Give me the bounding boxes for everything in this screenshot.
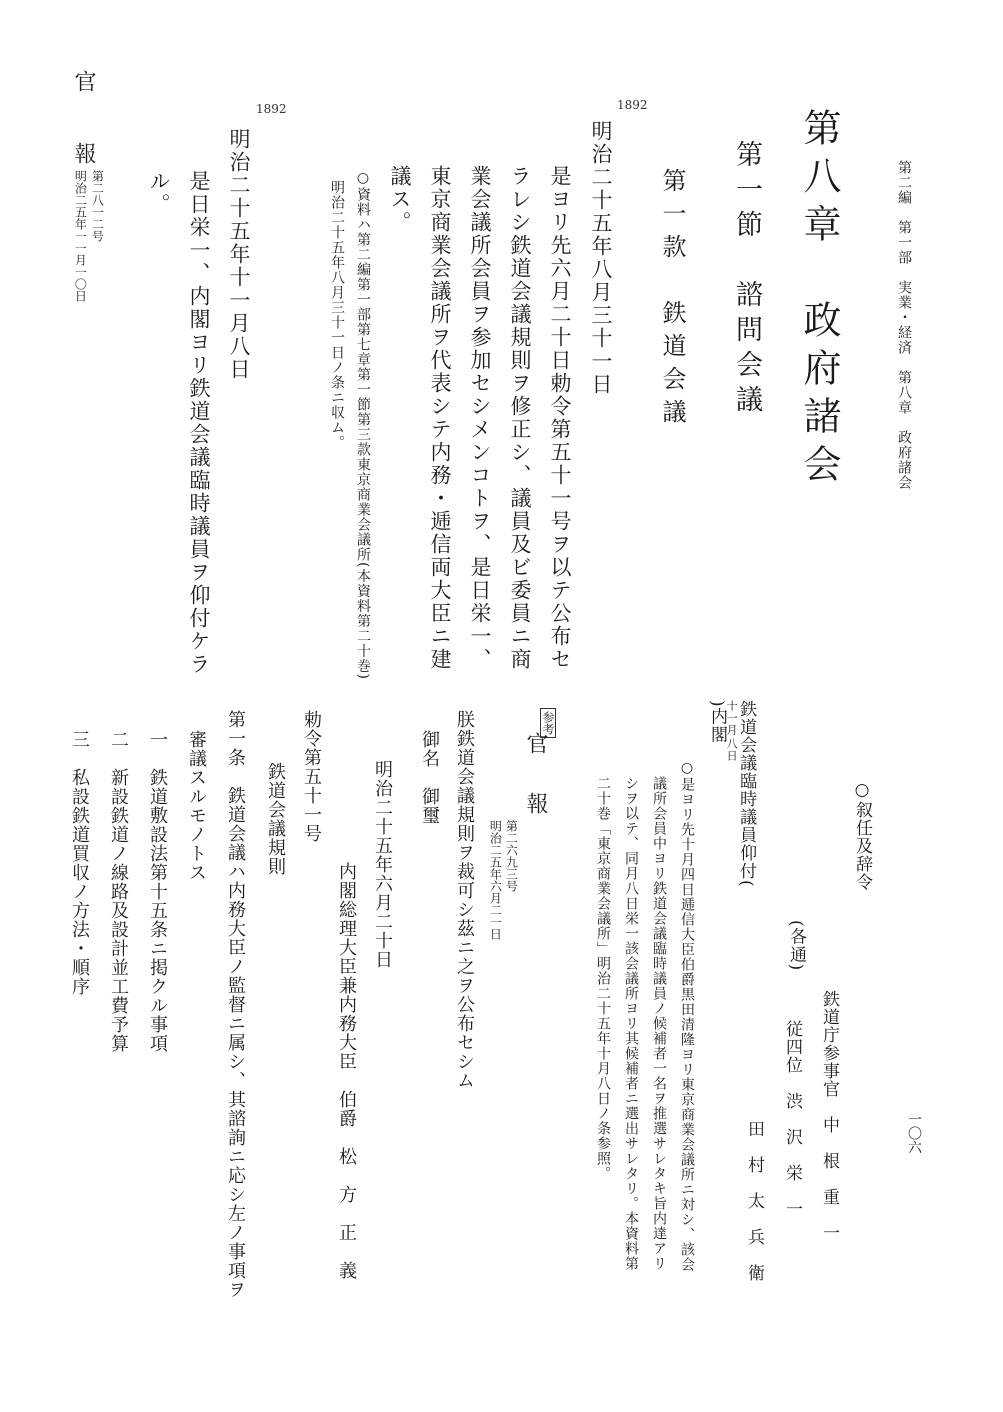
kanpo-date: 明治二五年一一月一〇日	[73, 170, 88, 302]
minister-signature: 内閣総理大臣兼内務大臣 伯爵 松 方 正 義	[336, 862, 357, 1280]
article-title: 第一款 鉄道会議	[658, 168, 686, 432]
entry1-line: 是ヨリ先六月二十日勅令第五十一号ヲ以テ公布セ	[548, 165, 572, 671]
entry1-note: ○資料ハ第二編第一部第七章第一節第三款東京商業会議所(本資料第二十巻)	[355, 170, 371, 680]
chapter-title: 第八章 政府諸会	[797, 108, 841, 492]
jonin-title: ○叙任及辞令	[852, 780, 872, 891]
article-item: 三 私設鉄道買収ノ方法・順序	[69, 730, 90, 996]
article-item: 一 鉄道敷設法第十五条ニ掲クル事項	[147, 730, 168, 1053]
year-marker-2: 1892	[256, 102, 287, 116]
warichu-day: 八日	[725, 738, 739, 762]
entry1-line: 東京商業会議所ヲ代表シテ内務・逓信両大臣ニ建	[428, 165, 452, 671]
section-title: 第一節 諮問会議	[731, 140, 762, 420]
edict-number: 勅令第五十一号	[301, 710, 322, 843]
appointee-line: 従四位 渋 沢 栄 一	[782, 1020, 802, 1218]
entry1-date: 明治二十五年八月三十一日	[589, 120, 613, 396]
kanpo-number: 第二六九三号	[504, 820, 519, 892]
kanpo-label: 官 報	[523, 732, 548, 822]
article-1-cont: 審議スルモノトス	[186, 730, 207, 882]
entry2-date: 明治二十五年十一月八日	[227, 128, 251, 381]
appointee-line: 田 村 太 兵 衛	[744, 1120, 764, 1282]
running-head: 第二編 第一部 実業・経済 第八章 政府諸会	[896, 160, 912, 490]
warichu-month: 十一月	[725, 700, 739, 736]
reference-tag: 参考	[540, 708, 556, 738]
kanpo-number: 第二八一二号	[90, 170, 105, 242]
appointment-note: 二十巻「東京商業会議所」明治二十五年十月八日ノ条参照。	[595, 776, 611, 1181]
appointment-note: シヲ以テ、同月八日栄一該会議所ヨリ其候補者ニ選出サレタリ。本資料第	[623, 776, 639, 1271]
entry2-line: 是日栄一、内閣ヨリ鉄道会議臨時議員ヲ仰付ケラ	[187, 170, 211, 676]
article-1: 第一条 鉄道会議ハ内務大臣ノ監督ニ属シ、其諮詢ニ応シ左ノ事項ヲ	[225, 710, 246, 1299]
imperial-sign: 御名 御璽	[419, 730, 440, 825]
entry1-line: ラレシ鉄道会議規則ヲ修正シ、議員及ビ委員ニ商	[508, 165, 532, 671]
appointee-line: 鉄道庁参事官 中 根 重 一	[819, 990, 839, 1242]
rule-title: 鉄道会議規則	[265, 762, 286, 876]
edict-date: 明治二十五年六月二十日	[372, 760, 393, 969]
entry1-line: 業会議所会員ヲ参加セシメンコトヲ、是日栄一、	[468, 165, 492, 671]
entry1-line: 議ス。	[388, 165, 412, 234]
kakutsu-label: (各通)	[786, 920, 806, 972]
edict-text: 朕鉄道会議規則ヲ裁可シ茲ニ之ヲ公布セシム	[454, 710, 475, 1090]
kanpo-date: 明治二五年六月二一日	[488, 820, 503, 940]
article-item: 二 新設鉄道ノ線路及設計並工費予算	[108, 730, 129, 1053]
kanpo-label: 官 報	[71, 70, 96, 178]
entry2-line: ル。	[147, 170, 171, 216]
entry1-note: 明治二十五年八月三十一日ノ条ニ収ム。	[329, 180, 345, 450]
year-marker-1: 1892	[617, 98, 648, 112]
page-number: 一〇六	[906, 1112, 922, 1154]
appointment-heading: 鉄道会議臨時議員仰付( 十一月 八日 )内閣	[707, 700, 757, 888]
appointment-note: ○是ヨリ先十月四日逓信大臣伯爵黒田清隆ヨリ東京商業会議所ニ対シ、該会	[679, 760, 695, 1272]
appointment-note: 議所会員中ヨリ鉄道会議臨時議員ノ候補者一名ヲ推選サレタキ旨内達アリ	[651, 776, 667, 1271]
